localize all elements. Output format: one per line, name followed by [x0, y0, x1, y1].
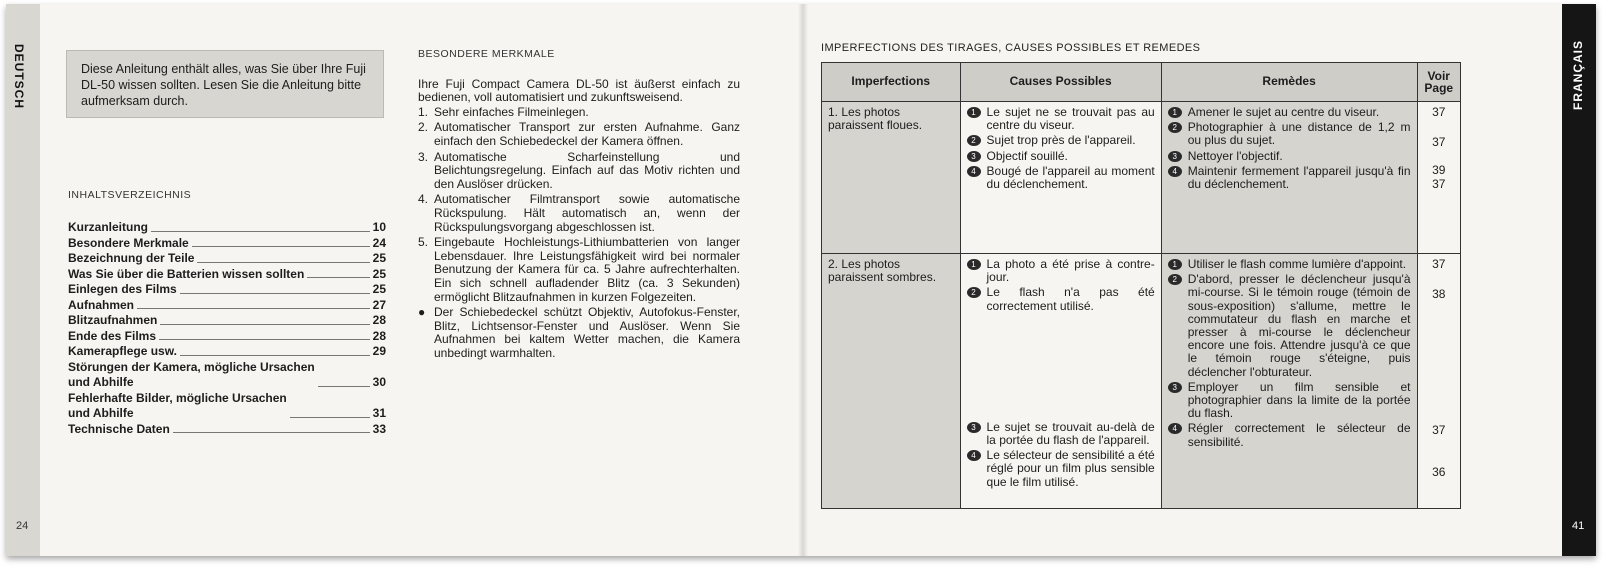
language-tab-francais	[1562, 4, 1596, 556]
language-tab-deutsch	[6, 4, 40, 556]
header-causes: Causes Possibles	[960, 63, 1161, 102]
toc-item: Aufnahmen 27	[68, 297, 386, 312]
toc-item: Was Sie über die Batterien wissen sollten 25	[68, 266, 386, 281]
feature-item: 5. Eingebaute Hochleistungs-Lithiumbatterien von langer Lebensdauer. Ihre Leistungsfähigkeit wird bei normaler Benutzung der Kamera für ca. 5 Jahre aufrechterhalten. Ein sich schnell aufladender Blitz (ca. 3 Sekunden) ermöglicht Blitzaufnahmen in kurzen Folgezeiten.	[418, 235, 740, 304]
toc-heading: INHALTSVERZEICHNIS	[68, 189, 192, 201]
causes-cell: 1 La photo a été prise à contre-jour. 2 Le flash n'a pas été correctement utilisé. 3 Le sujet se trouvait au-delà de la portée du flash de l'appareil. 4 Le sélecteur de sensibilité a été réglé pour un film plus sensible que le film utilisé.	[960, 254, 1161, 509]
tab-label: FRANÇAIS	[1571, 40, 1585, 110]
feature-item: 3. Automatische Scharfeinstellung und Belichtungsregelung. Einfach auf das Motiv richten und den Auslöser drücken.	[418, 149, 740, 191]
page-ref-cell: 37 37 39 37	[1417, 102, 1460, 254]
intro-box: Diese Anleitung enthält alles, was Sie über Ihre Fuji DL-50 wissen sollten. Lesen Sie die Anleitung bitte aufmerksam durch.	[66, 50, 384, 118]
manual-spread	[6, 4, 1596, 556]
toc-item: Blitzaufnahmen 28	[68, 313, 386, 327]
toc-item: Einlegen des Films 25	[68, 282, 386, 296]
book-gutter	[798, 4, 808, 556]
table-row	[822, 102, 1461, 254]
imperfection-cell: 2. Les photos paraissent sombres.	[822, 254, 961, 509]
toc-item: Technische Daten 33	[68, 421, 386, 436]
toc-item: Fehlerhafte Bilder, mögliche Ursachen und Abhilfe 31	[68, 390, 386, 420]
toc-item: Kamerapflege usw. 29	[68, 344, 386, 358]
features-heading: BESONDERE MERKMALE	[418, 48, 555, 60]
feature-bullet: ● Der Schiebedeckel schützt Objektiv, Autofokus-Fenster, Blitz, Lichtsensor-Fenster und Auslöser. Wenn Sie Aufnahmen bei kaltem Wetter machen, die Kamera unbedingt warmhalten.	[418, 305, 740, 360]
remedes-cell: 1 Utiliser le flash comme lumière d'appoint. 2 D'abord, presser le déclencheur jusqu'à mi-course. Si le témoin rouge (témoin de sous-exposition) s'allume, mettre le commutateur du flash en marche et presser à mi-course le déclencheur encore une fois. Attendre jusqu'à ce que le témoin rouge s'éteigne, puis déclencher l'obturateur. 3 Employer un film sensible et photographier dans la limite de la portée du flash. 4 Régler correctement le sélecteur de sensibilité.	[1161, 254, 1417, 509]
remedes-cell: 1 Amener le sujet au centre du viseur. 2 Photographier à une distance de 1,2 m ou plus du sujet. 3 Nettoyer l'objectif. 4 Maintenir fermement l'appareil jusqu'à fin du déclenchement.	[1161, 102, 1417, 254]
page-ref-cell: 37 38 37 36	[1417, 254, 1460, 509]
troubleshooting-table	[821, 62, 1461, 509]
table-row	[822, 254, 1461, 509]
header-voir-page: Voir Page	[1417, 63, 1460, 102]
toc-item: Besondere Merkmale 24	[68, 235, 386, 250]
header-remedes: Remèdes	[1161, 63, 1417, 102]
toc-item: Störungen der Kamera, mögliche Ursachen und Abhilfe 30	[68, 359, 386, 389]
features-section	[418, 48, 740, 362]
features-intro: Ihre Fuji Compact Camera DL-50 ist äußerst einfach zu bedienen, voll automatisiert und zukunftsweisend.	[418, 76, 740, 105]
feature-item: 1. Sehr einfaches Filmeinlegen.	[418, 104, 589, 119]
toc-item: Kurzanleitung 10	[68, 220, 386, 234]
page-number: 41	[1572, 520, 1585, 532]
imperfection-cell: 1. Les photos paraissent floues.	[822, 102, 961, 254]
header-imperfections: Imperfections	[822, 63, 961, 102]
toc-item: Bezeichnung der Teile 25	[68, 251, 386, 265]
toc-item: Ende des Films 28	[68, 328, 386, 343]
troubleshooting-title: IMPERFECTIONS DES TIRAGES, CAUSES POSSIBLES ET REMEDES	[821, 42, 1201, 54]
causes-cell: 1 Le sujet ne se trouvait pas au centre du viseur. 2 Sujet trop près de l'appareil. 3 Objectif souillé. 4 Bougé de l'appareil au moment du déclenchement.	[960, 102, 1161, 254]
feature-item: 4. Automatischer Filmtransport sowie automatische Rückspulung. Hält automatisch an, wenn der Rückspulungsvorgang abgeschlossen ist.	[418, 192, 740, 234]
tab-label: DEUTSCH	[12, 44, 26, 110]
table-of-contents	[68, 220, 386, 437]
feature-item: 2. Automatischer Transport zur ersten Aufnahme. Ganz einfach den Schiebedeckel der Kamera öffnen.	[418, 120, 740, 148]
table-header-row	[822, 63, 1461, 102]
page-number: 24	[16, 520, 29, 532]
features-list	[418, 106, 740, 361]
